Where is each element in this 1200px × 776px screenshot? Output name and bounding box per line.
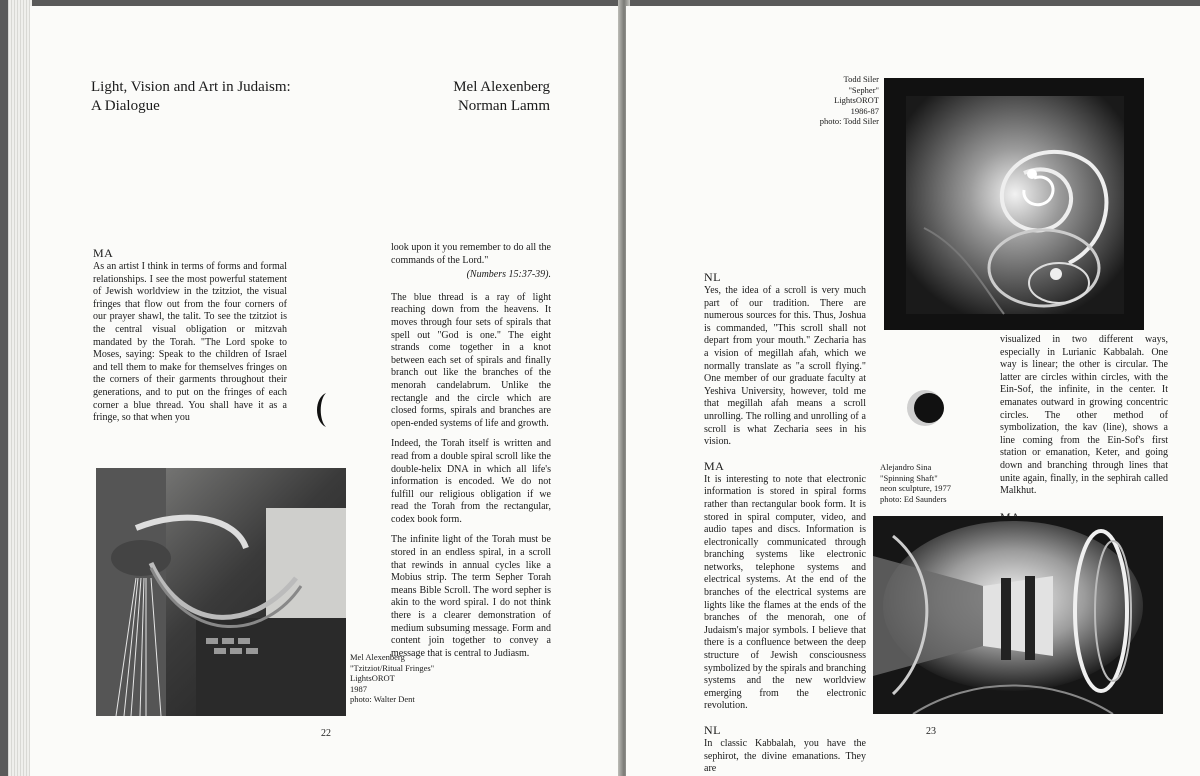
caption-line: neon sculpture, 1977 xyxy=(880,483,952,493)
crescent-circle-ornament-icon xyxy=(904,388,946,428)
paragraph: visualized in two different ways, especially in Lurianic Kabbalah. One way is linear; the other is circular. The latter are circles within circles, with the Ein-Sof, the infinite, in the center. It emanates outward in growing concentric circles. The other method of symbolization, the kav (line), shows a line coming from the Ein-Sof's first station or emanation, Keter, and going down and branching through lines that unite again, finally, in the sephirah called Malkhut. xyxy=(1000,334,1168,497)
speaker-label: NL xyxy=(704,270,721,284)
caption-line: Todd Siler xyxy=(843,74,879,84)
paragraph: In classic Kabbalah, you have the sephirot, the divine emanations. They are xyxy=(704,738,866,775)
paragraph: Indeed, the Torah itself is written and read from a double spiral scroll like the double-helix DNA in which all life's information is encoded. We do not fulfill our religious obligation if we read the Torah from the rectangular, codex book form. xyxy=(391,438,551,525)
spinning-shaft-caption xyxy=(880,462,980,504)
author-1: Mel Alexenberg xyxy=(453,79,550,95)
caption-line: photo: Todd Siler xyxy=(819,116,879,126)
book-page-edges xyxy=(8,0,32,776)
title-line-1: Light, Vision and Art in Judaism: xyxy=(91,79,291,95)
paragraph: It is interesting to note that electronic information is stored in spiral forms rather than rectangular book form. It is stored in spiral computer, video, and audio tapes and discs. Information is electronically communicated through branching systems like electronic networks, telephone systems and electrical systems. At the end of the branches of the electrical systems are lights like the flames at the ends of the branches of the menorah, one of Judaism's major symbols. I believe that there is a confluence between the deep structure of Jewish consciousness symbolized by the spirals and branching systems and the new worldview emerging from the electronic revolution. xyxy=(704,473,866,712)
caption-line: "Sepher" xyxy=(848,84,879,95)
speaker-label: MA xyxy=(704,458,725,473)
caption-line: photo: Ed Saunders xyxy=(880,493,947,504)
authors xyxy=(410,78,550,116)
caption-line: LightsOROT xyxy=(350,673,395,683)
left-column-2 xyxy=(391,242,551,668)
paragraph: The infinite light of the Torah must be stored in an endless spiral, in a scroll that rewinds in annual cycles like a Mobius strip. The term Sepher Torah means Bible Scroll. The word sepher is akin to the word spiral. I do not think there is a clearer demonstration of medium subsuming message. Form and content join together to convey a message that is central to Judiasm. xyxy=(391,534,551,659)
author-2: Norman Lamm xyxy=(457,98,550,114)
title-line-2: A Dialogue xyxy=(91,98,160,114)
sepher-caption xyxy=(786,74,879,127)
citation: (Numbers 15:37-39). xyxy=(466,269,551,281)
caption-line: LightsOROT xyxy=(834,95,879,105)
crescent-ornament-icon xyxy=(312,392,332,428)
right-page xyxy=(626,6,1200,776)
caption-line: Mel Alexenberg xyxy=(350,652,405,662)
right-column-1 xyxy=(704,270,866,776)
page-number: 23 xyxy=(926,726,936,737)
page-number: 22 xyxy=(321,728,331,739)
tzitziot-photo xyxy=(96,468,346,716)
sepher-photo xyxy=(884,78,1144,330)
paragraph: Yes, the idea of a scroll is very much part of our tradition. There are numerous sources for this. Thus, Joshua is commanded, "This scroll shall not depart from your mouth." Zecharia has a vision of megillah afah, which we normally translate as "a scroll flying." One member of our graduate faculty at Yeshiva University, however, told me that megillah afah means a scroll unrolling. The rolling and unrolling of a scroll is what Zecharia sees in his vision. xyxy=(704,285,866,448)
caption-line: 1987 xyxy=(350,683,367,694)
right-column-2 xyxy=(1000,334,1168,525)
left-column-1 xyxy=(93,246,287,433)
article-title xyxy=(91,78,321,116)
caption-line: "Tzitziot/Ritual Fringes" xyxy=(350,662,435,673)
speaker-label: NL xyxy=(704,723,721,737)
speaker-label: MA xyxy=(93,246,114,260)
caption-line: photo: Walter Dent xyxy=(350,694,415,704)
caption-line: "Spinning Shaft" xyxy=(880,472,938,483)
paragraph: The blue thread is a ray of light reaching down from the heavens. It moves through four sets of spirals that spell out "God is one." The eight strands come together in a knot between each set of spirals and finally branch out like the branches of the menorah candelabrum. Unlike the rectangle and the circle which are closed forms, spirals and branches are open-ended systems of life and growth. xyxy=(391,291,551,429)
caption-line: Alejandro Sina xyxy=(880,462,932,472)
left-page xyxy=(30,6,622,776)
paragraph-continuation: look upon it you remember to do all the commands of the Lord." xyxy=(391,242,551,266)
paragraph: As an artist I think in terms of forms and formal relationships. I see the most powerful statement of Jewish worldview in the tzitziot, the visual fringes that flow out from the four corners of our prayer shawl, the talit. To see the tzitziot is the central visual obligation or mitzvah mandated by the Torah. "The Lord spoke to Moses, saying: Speak to the children of Israel and tell them to make for themselves fringes on the corners of their garments throughout their generations, and to put on the fringes of each corner a blue thread. You shall have it as a fringe, so that when you xyxy=(93,261,287,424)
spinning-shaft-photo xyxy=(873,516,1163,714)
caption-line: 1986-87 xyxy=(850,105,879,116)
tzitziot-caption xyxy=(350,652,470,705)
